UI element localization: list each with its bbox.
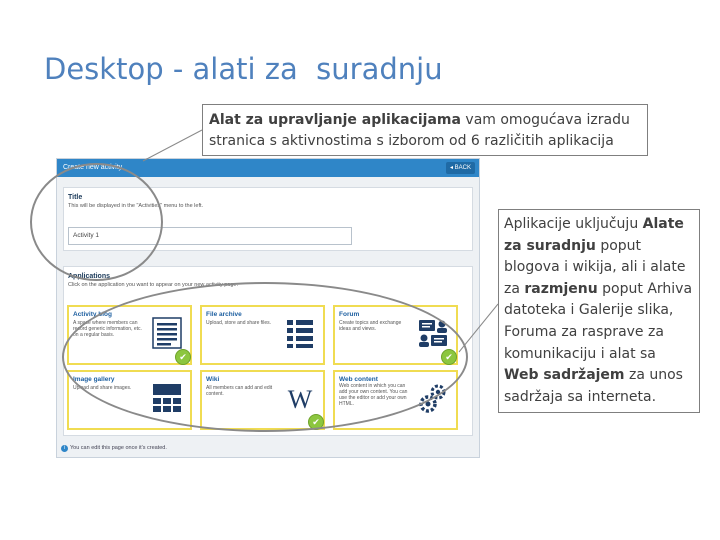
title-input[interactable]: Activity 1 bbox=[68, 227, 352, 245]
app-card-desc: Upload and share images. bbox=[73, 385, 132, 391]
applications-help: Click on the application you want to appear on your new activity page. bbox=[68, 282, 238, 288]
callout-right-text-4: za unos sadržaja sa interneta. bbox=[504, 367, 683, 405]
applications-label: Applications bbox=[68, 273, 111, 280]
callout-right-text-3: poput Arhiva datoteka i Galerije slika, Foruma za rasprave za komunikaciju i alat sa bbox=[504, 280, 693, 362]
title-help: This will be displayed in the "Activities" menu to the left. bbox=[68, 203, 204, 209]
app-card-desc: Upload, store and share files. bbox=[206, 320, 272, 326]
callout-right-text-1: Aplikacije uključuju bbox=[504, 216, 643, 232]
app-card-desc: All members can add and edit content. bbox=[206, 385, 273, 397]
app-card-name: Image gallery bbox=[73, 376, 115, 383]
callout-top-text: vam omogućava izradu stranica s aktivnostima s izborom od 6 različitih aplikacija bbox=[209, 112, 630, 149]
app-card-desc: Create topics and exchange ideas and views. bbox=[339, 320, 402, 332]
info-icon: i bbox=[61, 445, 68, 452]
check-icon: ✔ bbox=[441, 349, 457, 365]
connector-line-top bbox=[143, 130, 202, 161]
header-title: Create new activity bbox=[63, 164, 123, 171]
svg-text:W: W bbox=[287, 385, 313, 414]
app-card-name: File archive bbox=[206, 311, 242, 318]
callout-top-bold: Alat za upravljanje aplikacijama bbox=[209, 112, 461, 128]
connector-line-right bbox=[459, 304, 498, 352]
slide-title: Desktop - alati za suradnju bbox=[44, 52, 443, 86]
callout-right-bold-1: Alate za suradnju bbox=[504, 216, 684, 254]
callout-right-text-2: poput blogova i wikija, ali i alate za bbox=[504, 237, 686, 297]
title-label: Title bbox=[68, 194, 83, 201]
app-card-desc: A space where members can record generic information, etc. on a regular basis. bbox=[73, 320, 142, 338]
app-card-name: Wiki bbox=[206, 376, 220, 383]
check-icon: ✔ bbox=[175, 349, 191, 365]
footer-note-text: You can edit this page once it's created. bbox=[70, 445, 167, 451]
app-card-name: Forum bbox=[339, 311, 360, 318]
app-card-name: Web content bbox=[339, 376, 378, 383]
callout-right-bold-3: Web sadržajem bbox=[504, 367, 625, 384]
callout-right-bold-2: razmjenu bbox=[524, 280, 598, 297]
check-icon: ✔ bbox=[308, 414, 324, 430]
app-card-name: Activity blog bbox=[73, 311, 113, 318]
back-button[interactable]: ◂ BACK bbox=[446, 162, 475, 174]
app-card-desc: Web content in which you can add your own content. You can use the editor or add your own HTML. bbox=[339, 383, 408, 407]
